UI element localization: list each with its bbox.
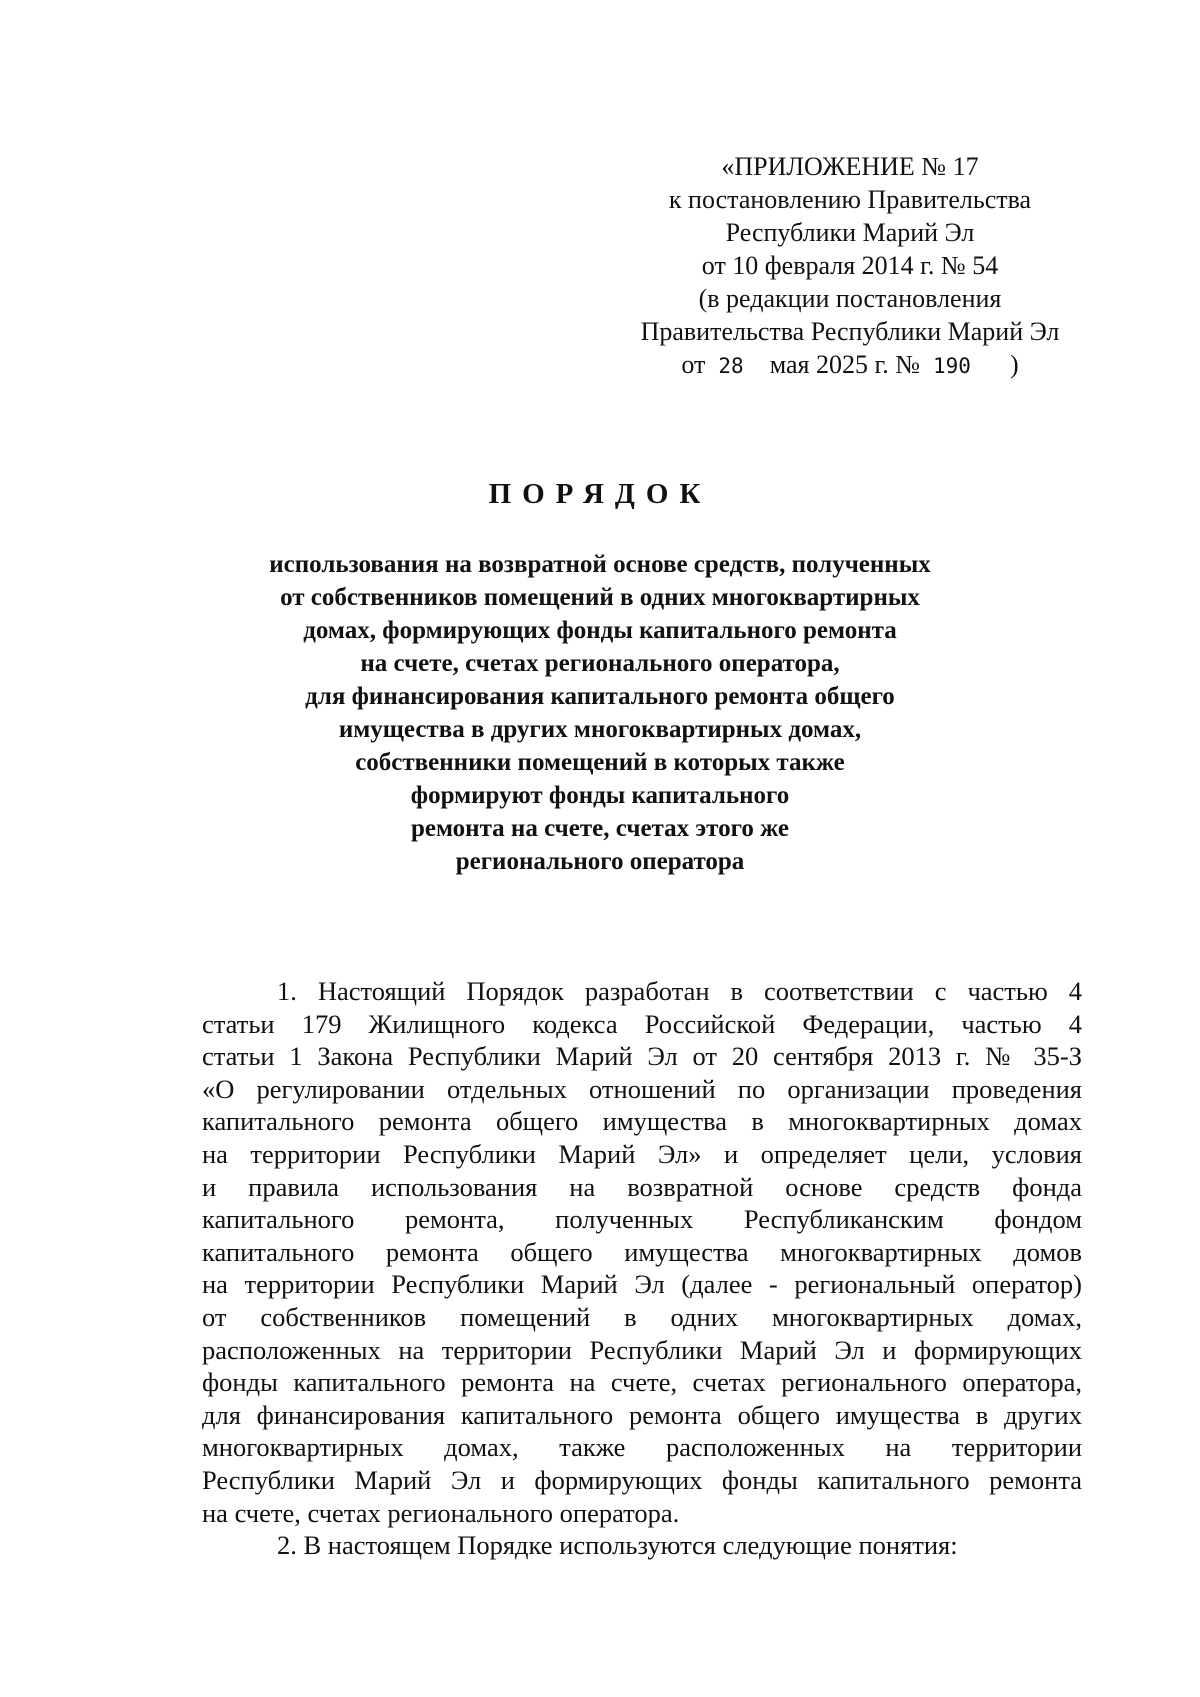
paragraph-line: «О регулировании отдельных отношений по организации проведения xyxy=(202,1073,1082,1104)
document-subtitle xyxy=(200,548,1000,878)
appendix-number: «ПРИЛОЖЕНИЕ № 17 xyxy=(721,152,979,181)
paragraph-line: статьи 179 Жилищного кодекса Российской Федерации, частью 4 xyxy=(202,1008,1082,1039)
edition-date-middle: мая 2025 г. № xyxy=(769,350,921,379)
appendix-header xyxy=(610,150,1090,383)
edition-number: 190 xyxy=(933,354,971,378)
paragraph-line: расположенных на территории Республики Марий Эл и формирующих xyxy=(202,1334,1082,1365)
paragraph-line: капитального ремонта общего имущества в многоквартирных домах xyxy=(202,1106,1082,1137)
subtitle-line: имущества в других многоквартирных домах, xyxy=(338,716,862,743)
paragraph-line: статьи 1 Закона Республики Марий Эл от 20 сентября 2013 г. № 35-З xyxy=(202,1041,1082,1072)
paragraph-line: 1. Настоящий Порядок разработан в соответствии с частью 4 xyxy=(277,976,1082,1006)
edition-date-suffix: ) xyxy=(1009,350,1019,379)
paragraph-line: и правила использования на возвратной основе средств фонда xyxy=(202,1171,1082,1202)
document-title: ПОРЯДОК xyxy=(488,478,712,510)
appendix-edition-line: Правительства Республики Марий Эл xyxy=(640,317,1060,346)
paragraph-2: 2. В настоящем Порядке используются следующие понятия: xyxy=(277,1530,958,1561)
paragraph-line: на счете, счетах регионального оператора. xyxy=(202,1497,680,1528)
document-body xyxy=(202,975,1082,1562)
paragraph-line: для финансирования капитального ремонта общего имущества в других xyxy=(202,1399,1082,1430)
paragraph-1 xyxy=(202,975,1082,1529)
edition-day: 28 xyxy=(718,354,744,378)
appendix-reference-line: к постановлению Правительства xyxy=(668,185,1032,214)
paragraph-line: фонды капитального ремонта на счете, счетах регионального оператора, xyxy=(202,1367,1082,1398)
paragraph-line: капитального ремонта общего имущества многоквартирных домов xyxy=(202,1236,1082,1267)
subtitle-line: от собственников помещений в одних многоквартирных xyxy=(280,584,920,611)
paragraph-line: многоквартирных домах, также расположенных на территории xyxy=(202,1432,1082,1463)
subtitle-line: формируют фонды капитального xyxy=(410,782,790,809)
paragraph-line: на территории Республики Марий Эл (далее - региональный оператор) xyxy=(202,1269,1082,1300)
subtitle-line: домах, формирующих фонды капитального ремонта xyxy=(303,617,897,644)
subtitle-line: собственники помещений в которых также xyxy=(355,749,845,776)
paragraph-line: Республики Марий Эл и формирующих фонды капитального ремонта xyxy=(202,1464,1082,1495)
appendix-edition-line: (в редакции постановления xyxy=(698,284,1002,313)
subtitle-line: регионального оператора xyxy=(455,848,745,875)
subtitle-line: для финансирования капитального ремонта общего xyxy=(305,683,895,710)
subtitle-line: ремонта на счете, счетах этого же xyxy=(410,815,789,842)
appendix-reference-line: Республики Марий Эл xyxy=(725,218,975,247)
appendix-edition-date xyxy=(610,348,1090,383)
paragraph-line: на территории Республики Марий Эл» и определяет цели, условия xyxy=(202,1138,1082,1169)
subtitle-line: использования на возвратной основе средств, полученных xyxy=(269,551,931,578)
appendix-reference-date: от 10 февраля 2014 г. № 54 xyxy=(701,251,999,280)
edition-date-prefix: от xyxy=(681,350,706,379)
subtitle-line: на счете, счетах регионального оператора, xyxy=(360,650,840,677)
paragraph-line: капитального ремонта, полученных Республиканским фондом xyxy=(202,1204,1082,1235)
paragraph-line: от собственников помещений в одних многоквартирных домах, xyxy=(202,1301,1082,1332)
